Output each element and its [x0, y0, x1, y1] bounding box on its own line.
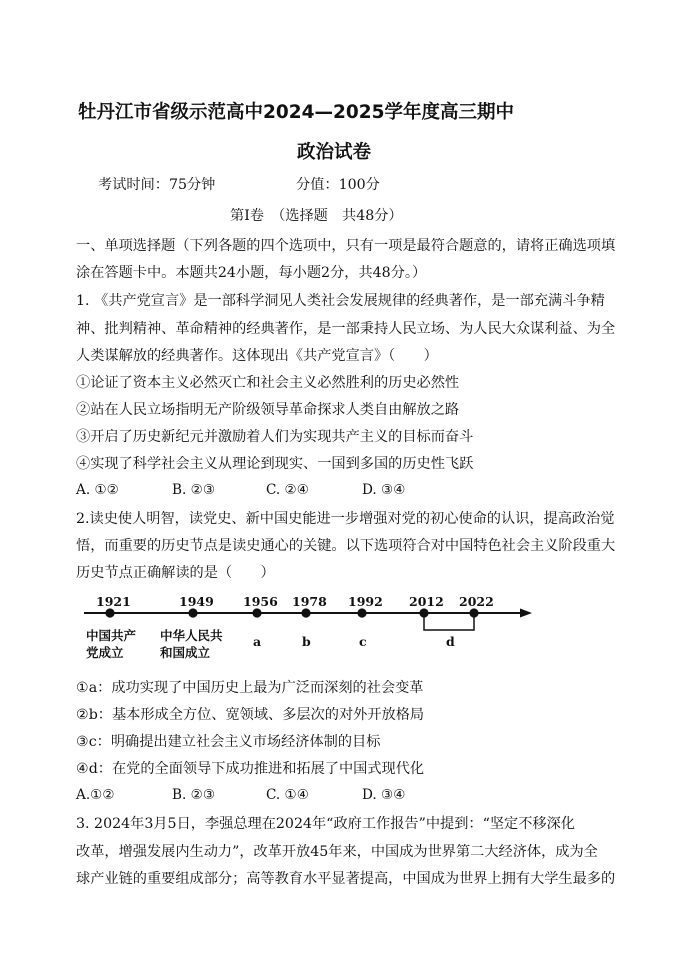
timeline-year: 1992 [348, 594, 383, 609]
timeline-dot-1992 [357, 608, 366, 617]
timeline-dot-1956 [252, 608, 261, 617]
q2-stem-line: 2.读史使人明智，读党史、新中国史能进一步增强对党的初心使命的认识，提高政治觉 [76, 511, 615, 527]
timeline-label-a: a [253, 634, 262, 649]
q2-statement: ②b：基本形成全方位、宽领域、多层次的对外开放格局 [76, 707, 425, 723]
instruction-line: 一、单项选择题（下列各题的四个选项中，只有一项是最符合题意的，请将正确选项填 [76, 238, 616, 254]
subject-title: 政治试卷 [297, 142, 372, 163]
timeline-label-1949 [160, 627, 223, 661]
timeline-year: 1978 [292, 594, 327, 609]
timeline-label-line: 和国成立 [160, 645, 211, 660]
q2-statement: ①a：成功实现了中国历史上最为广泛而深刻的社会变革 [76, 680, 424, 696]
timeline-arrow [520, 609, 532, 618]
q2-statement: ③c：明确提出建立社会主义市场经济体制的目标 [76, 734, 381, 750]
q1-statement: ④实现了科学社会主义从理论到现实、一国到多国的历史性飞跃 [76, 456, 474, 472]
q2-option-b: B. ②③ [172, 787, 216, 803]
q1-option-d: D. ③④ [362, 482, 406, 498]
q1-option-c: C. ②④ [266, 482, 309, 498]
section-heading: 第Ⅰ卷 （选择题 共48分） [230, 208, 403, 224]
timeline-dot-1921 [105, 608, 114, 617]
q3-stem-line: 改革，增强发展内生动力”，改革开放45年来，中国成为世界第二大经济体，成为全 [76, 844, 598, 860]
q2-statement: ④d：在党的全面领导下成功推进和拓展了中国式现代化 [76, 761, 425, 777]
timeline-dot-1978 [301, 608, 310, 617]
q2-option-a: A.①② [76, 787, 115, 803]
timeline-label-line: 党成立 [86, 645, 124, 660]
q2-stem-line: 悟，而重要的历史节点是读史通心的关键。以下选项符合对中国特色社会主义阶段重大 [76, 538, 616, 554]
q2-stem-line: 历史节点正确解读的是（ ） [76, 565, 275, 581]
q1-stem-line: 神、批判精神、革命精神的经典著作，是一部秉持人民立场、为人民大众谋利益、为全 [76, 321, 616, 337]
timeline-label-line: 中国共产 [86, 628, 137, 643]
timeline-label-c: c [359, 634, 367, 649]
q1-option-a: A. ①② [76, 482, 119, 498]
timeline-year: 1949 [179, 594, 214, 609]
q1-statement: ②站在人民立场指明无产阶级领导革命探求人类自由解放之路 [76, 402, 460, 418]
q3-stem-line: 球产业链的重要组成部分；高等教育水平显著提高，中国成为世界上拥有大学生最多的 [76, 871, 616, 887]
exam-title: 牡丹江市省级示范高中2024—2025学年度高三期中 [78, 102, 514, 123]
q1-statement: ①论证了资本主义必然灭亡和社会主义必然胜利的历史必然性 [76, 375, 460, 391]
timeline-bracket-d [424, 613, 474, 630]
q1-stem-line: 人类谋解放的经典著作。这体现出《共产党宣言》（ ） [76, 348, 438, 364]
timeline-year: 2012 [409, 594, 444, 609]
instruction-line: 涂在答题卡中。本题共24小题，每小题2分，共48分。） [76, 265, 427, 281]
timeline-label-b: b [302, 634, 311, 649]
timeline-year: 2022 [459, 594, 494, 609]
q2-option-c: C. ①④ [266, 787, 309, 803]
q1-statement: ③开启了历史新纪元并激励着人们为实现共产主义的目标而奋斗 [76, 429, 474, 445]
exam-score: 分值：100分 [296, 177, 380, 193]
q3-stem-line: 3. 2024年3月5日，李强总理在2024年“政府工作报告”中提到：“坚定不移深化 [76, 816, 575, 832]
timeline-label-line: 中华人民共 [160, 628, 223, 643]
q1-stem-line: 1. 《共产党宣言》是一部科学洞见人类社会发展规律的经典著作，是一部充满斗争精 [76, 293, 605, 309]
timeline-label-1921 [86, 627, 136, 661]
timeline-label-d: d [446, 634, 455, 649]
q2-option-d: D. ③④ [362, 787, 406, 803]
timeline-dot-1949 [188, 608, 197, 617]
q1-option-b: B. ②③ [172, 482, 216, 498]
timeline-year: 1956 [243, 594, 278, 609]
timeline-year: 1921 [96, 594, 131, 609]
exam-time: 考试时间：75分钟 [98, 177, 216, 193]
